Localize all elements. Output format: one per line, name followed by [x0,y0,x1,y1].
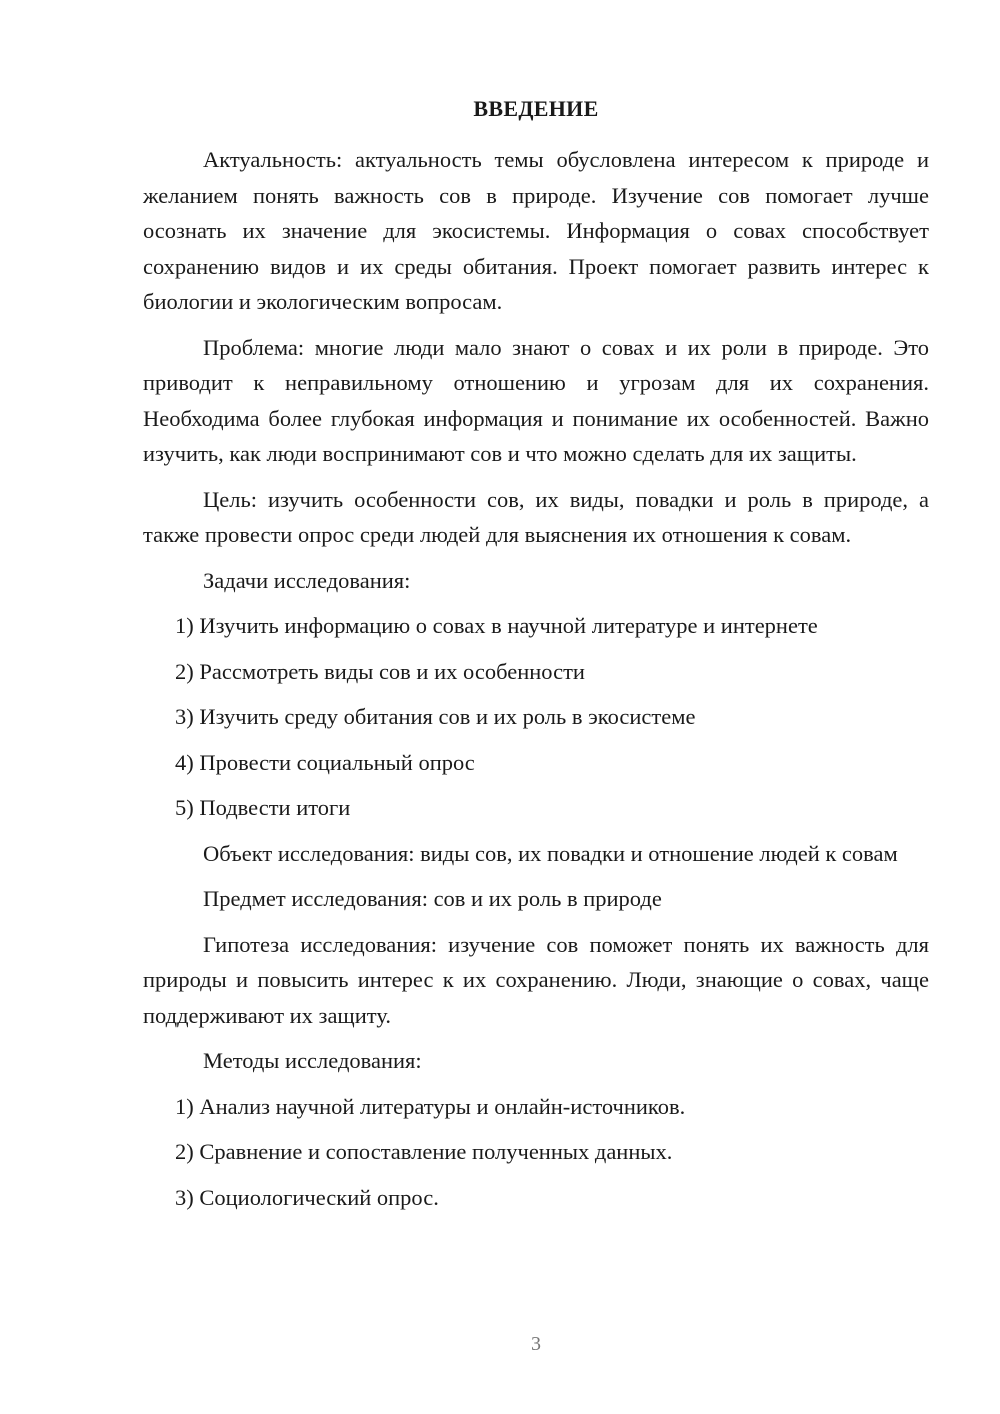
subject-paragraph: Предмет исследования: сов и их роль в природе [203,886,662,911]
task-item: 4) Провести социальный опрос [175,749,475,775]
page-title: ВВЕДЕНИЕ [473,96,599,121]
goal-paragraph: Цель: изучить особенности сов, их виды, повадки и роль в природе, а также провести опрос среди людей для выяснения их отношения к совам. [143,486,929,547]
method-item: 3) Социологический опрос. [175,1184,439,1210]
page-number: 3 [531,1333,541,1355]
tasks-heading: Задачи исследования: [203,567,411,593]
task-item: 5) Подвести итоги [175,795,351,820]
methods-list [143,1089,929,1216]
task-item: 1) Изучить информацию о совах в научной литературе и интернете [175,613,818,638]
relevance-paragraph: Актуальность: актуальность темы обусловлена интересом к природе и желанием понять важность сов в природе. Изучение сов помогает лучше осознать их значение для экосистемы. Информация о совах способствует сохранению видов и их среды обитания. Проект помогает развить интерес к биологии и экологическим вопросам. [143,147,929,314]
hypothesis-paragraph: Гипотеза исследования: изучение сов поможет понять их важность для природы и повысить интерес к их сохранению. Люди, знающие о совах, чаще поддерживают их защиту. [143,931,929,1028]
object-paragraph: Объект исследования: виды сов, их повадки и отношение людей к совам [203,840,898,866]
methods-heading: Методы исследования: [203,1048,422,1073]
task-item: 2) Рассмотреть виды сов и их особенности [175,658,585,684]
tasks-list [143,608,929,826]
problem-paragraph: Проблема: многие люди мало знают о совах и их роли в природе. Это приводит к неправильному отношению и угрозам для их сохранения. Необходима более глубокая информация и понимание их особенностей. Важно изучить, как люди воспринимают сов и что можно сделать для их защиты. [143,334,929,466]
document-body [143,142,929,1225]
method-item: 1) Анализ научной литературы и онлайн-источников. [175,1093,686,1119]
task-item: 3) Изучить среду обитания сов и их роль в экосистеме [175,704,696,729]
method-item: 2) Сравнение и сопоставление полученных данных. [175,1139,673,1164]
